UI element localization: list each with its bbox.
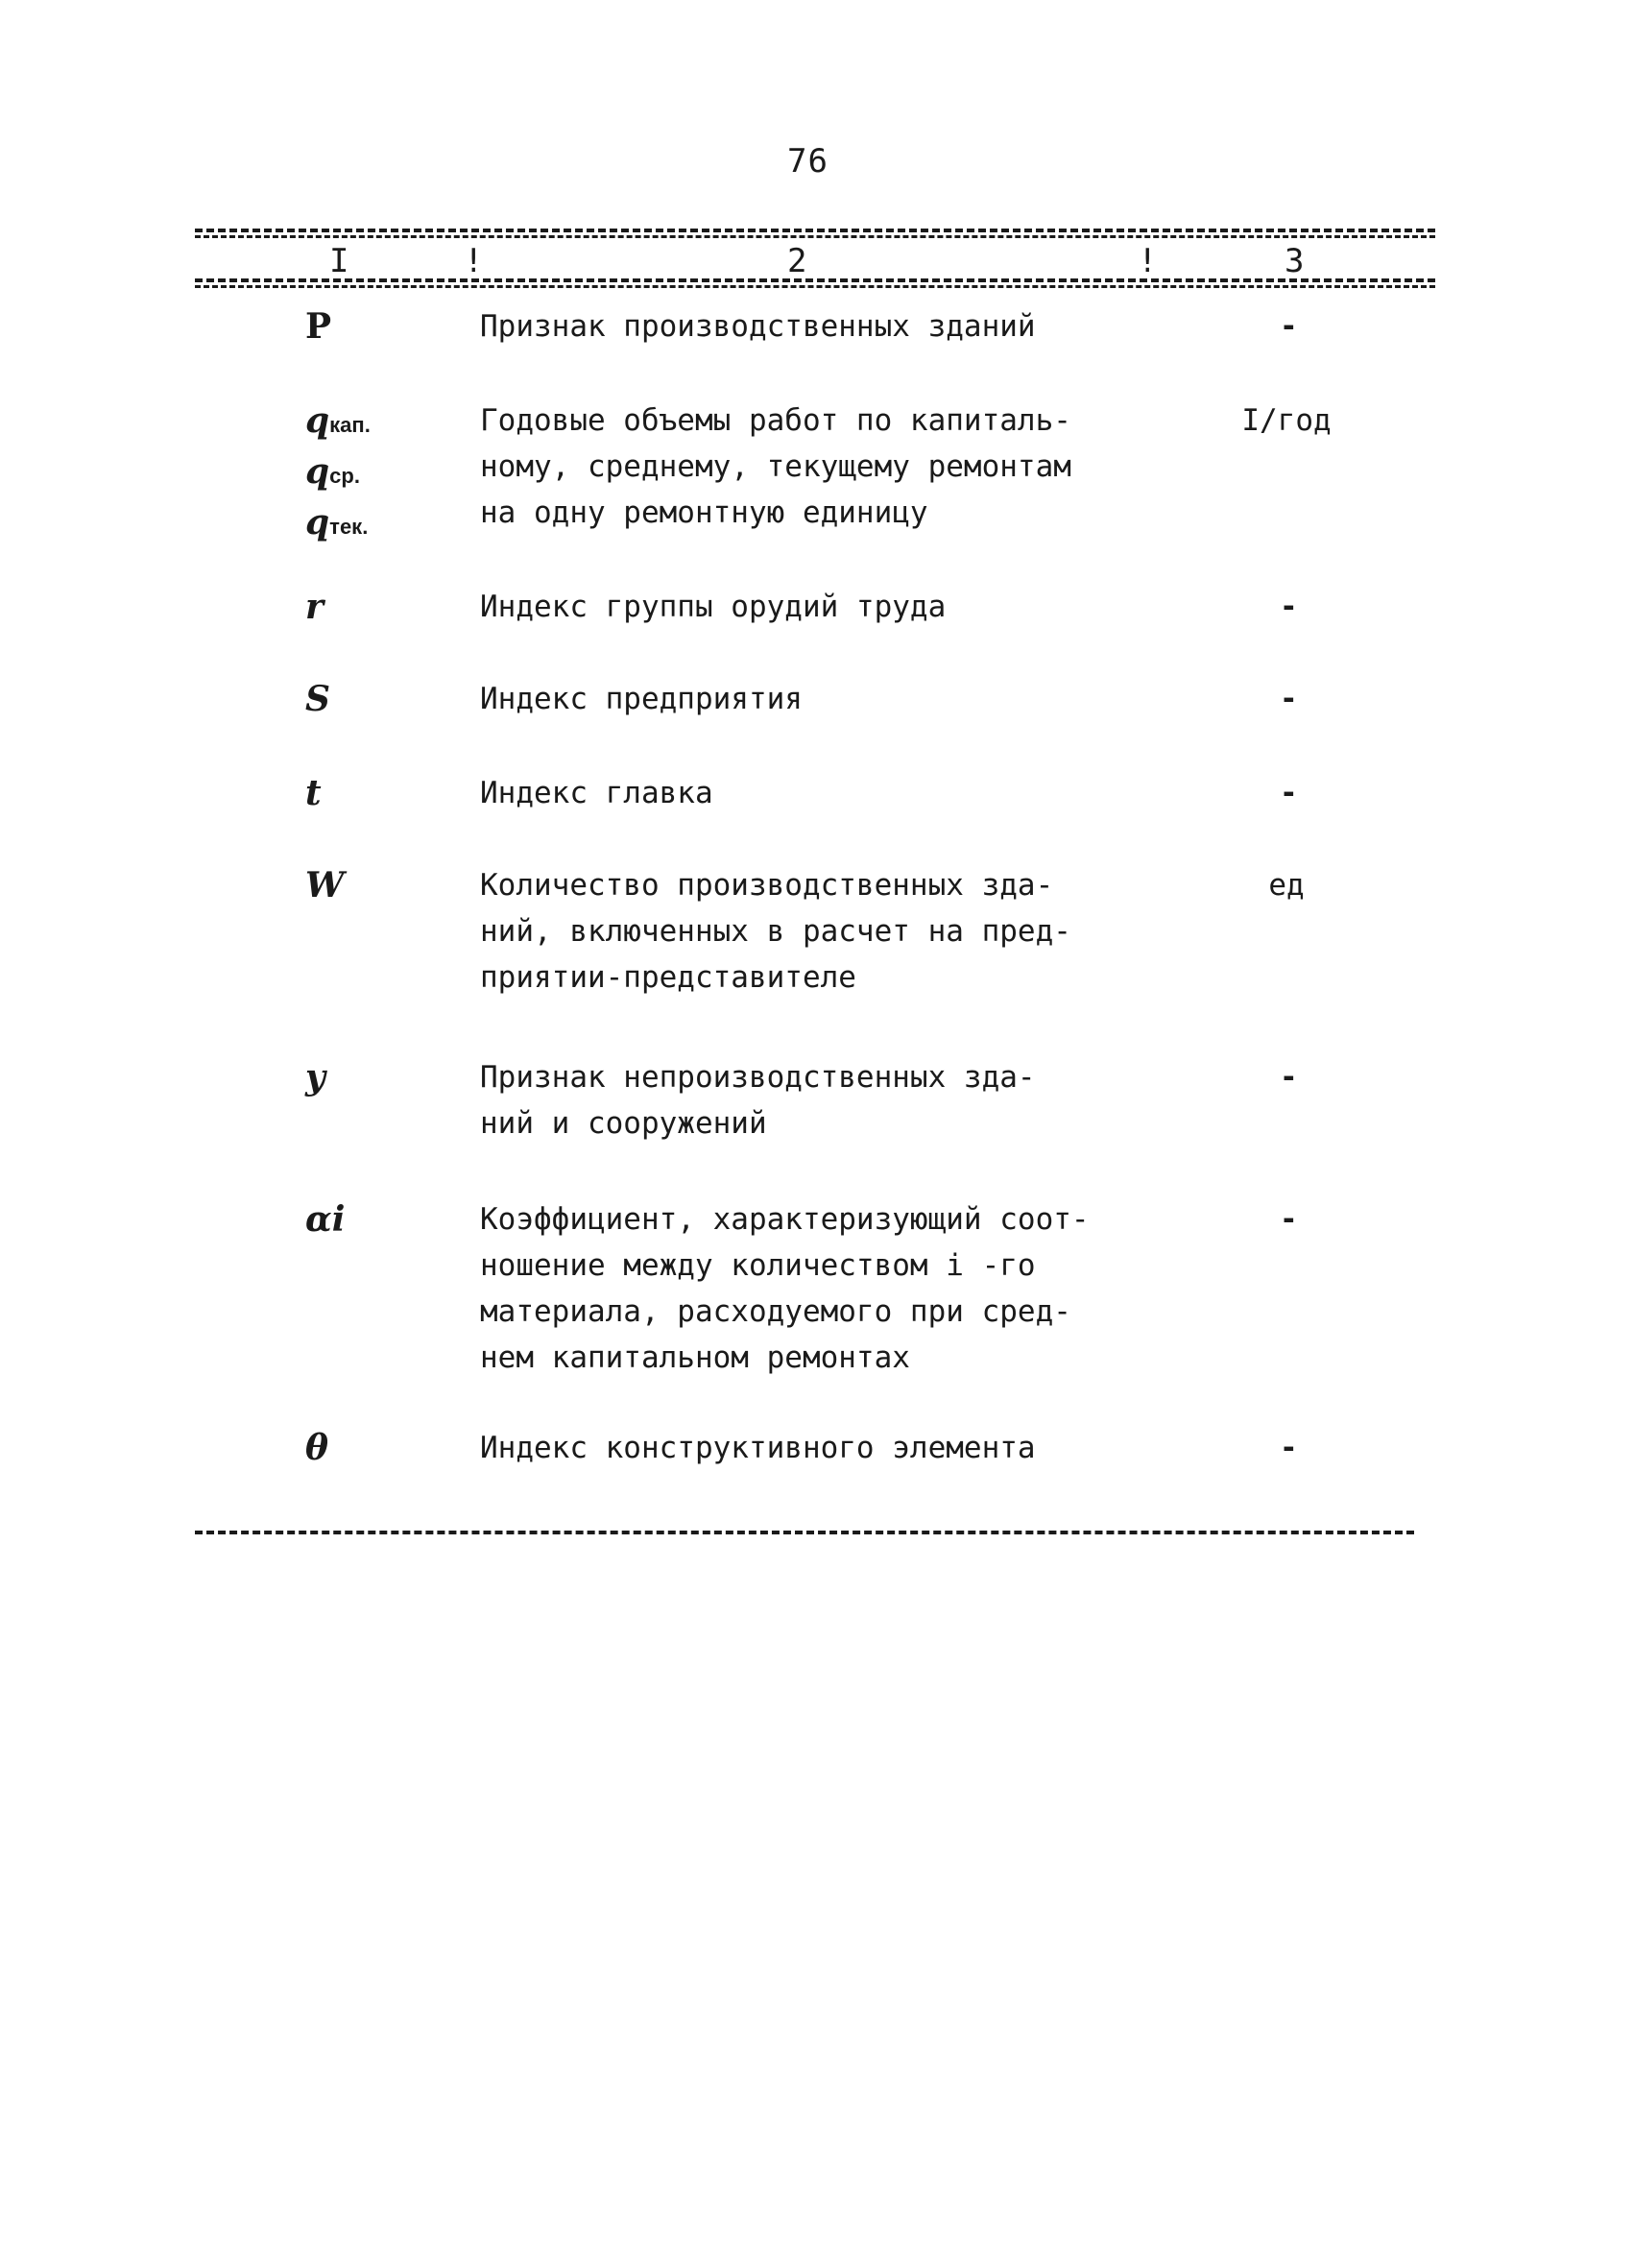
table-bottom-rule xyxy=(195,1531,1414,1534)
row-symbol: qкап. qср. qтек. xyxy=(305,400,371,543)
header-separator-1: ! xyxy=(464,242,484,280)
header-bottom-rule-2 xyxy=(195,285,1435,288)
row-description: Годовые объемы работ по капиталь- ному, среднему, текущему ремонтам на одну ремонтную единицу xyxy=(480,403,1071,530)
row-symbol: r xyxy=(305,587,324,627)
row-description: Признак производственных зданий xyxy=(480,309,1036,344)
row-unit: - xyxy=(1280,1202,1298,1237)
header-separator-2: ! xyxy=(1138,242,1158,280)
row-unit: - xyxy=(1280,682,1298,716)
row-symbol: y xyxy=(305,1057,325,1098)
row-description: Индекс предприятия xyxy=(480,682,803,716)
row-unit: - xyxy=(1280,590,1298,624)
table-top-rule-2 xyxy=(195,235,1435,238)
row-symbol: P xyxy=(305,306,332,347)
header-bottom-rule xyxy=(195,278,1435,282)
row-description: Индекс группы орудий труда xyxy=(480,590,947,624)
row-unit: - xyxy=(1280,1060,1298,1095)
row-description: Индекс конструктивного элемента xyxy=(480,1431,1036,1465)
header-col-3: 3 xyxy=(1285,242,1305,280)
row-symbol: θ xyxy=(305,1428,329,1468)
row-description: Индекс главка xyxy=(480,776,713,810)
row-unit: - xyxy=(1280,1431,1298,1465)
row-unit: I/год xyxy=(1241,403,1332,438)
row-unit: - xyxy=(1280,309,1298,344)
row-symbol: S xyxy=(305,679,330,719)
row-description: Коэффициент, характеризующий соот- ношение между количеством i -го материала, расходуемого при сред- нем капитальном ремонтах xyxy=(480,1202,1090,1375)
page-number: 76 xyxy=(787,142,829,181)
row-symbol: αi xyxy=(305,1199,346,1240)
row-symbol: t xyxy=(305,773,322,813)
header-col-1: I xyxy=(329,242,349,280)
row-unit: - xyxy=(1280,776,1298,810)
header-col-2: 2 xyxy=(787,242,807,280)
row-unit: ед xyxy=(1268,868,1305,903)
row-description: Признак непроизводственных зда- ний и сооружений xyxy=(480,1060,1036,1141)
row-description: Количество производственных зда- ний, включенных в расчет на пред- приятии-представителе xyxy=(480,868,1071,995)
table-top-rule xyxy=(195,229,1435,232)
row-symbol: W xyxy=(305,865,345,905)
